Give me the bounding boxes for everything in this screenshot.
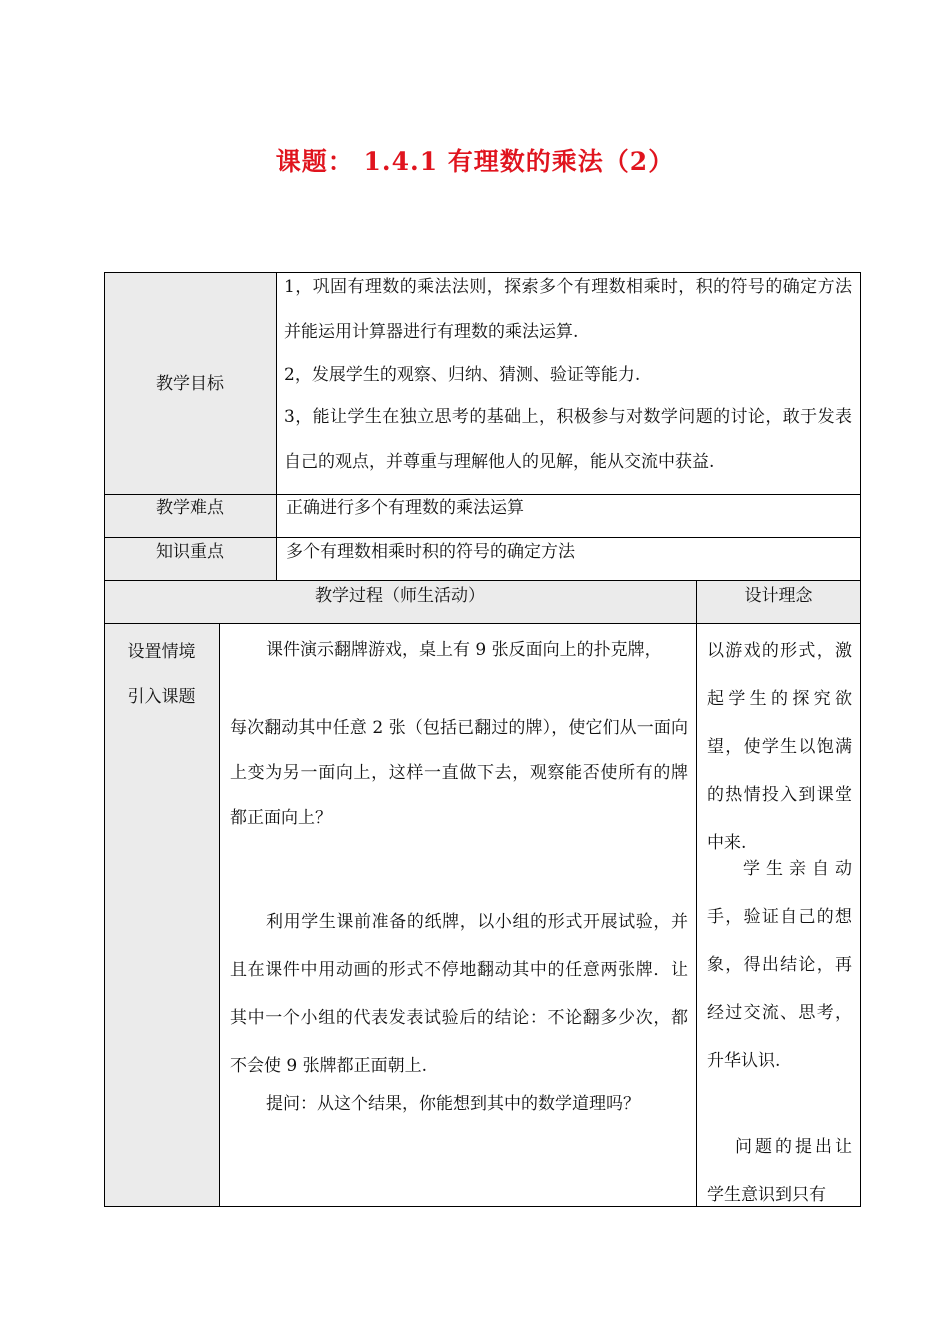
column-divider (276, 272, 277, 580)
column-divider (696, 580, 697, 1207)
process-paragraph: 提问：从这个结果，你能想到其中的数学道理吗？ (266, 1094, 640, 1114)
goal-item: 1，巩固有理数的乘法法则，探索多个有理数相乘时，积的符号的确定方法并能运用计算器进行有理数的乘法运算. (284, 277, 852, 342)
section-label (104, 630, 219, 720)
key-point-label: 知识重点 (156, 542, 224, 562)
section-label-line: 设置情境 (127, 642, 196, 662)
row-divider (104, 494, 861, 495)
table-border-left (104, 272, 105, 1207)
process-paragraph: 每次翻动其中任意 2 张（包括已翻过的牌），使它们从一面向上变为另一面向上，这样一直做下去，观察能否使所有的牌都正面向上？ (230, 718, 688, 828)
design-header: 设计理念 (744, 586, 813, 606)
design-paragraph: 以游戏的形式，激起学生的探究欲望，使学生以饱满的热情投入到课堂中来. (707, 641, 852, 853)
key-point-text: 多个有理数相乘时积的符号的确定方法 (286, 542, 575, 562)
design-paragraph: 问题的提出让学生意识到只有 (707, 1137, 852, 1205)
table-border-right (860, 272, 861, 1207)
goal-item: 2，发展学生的观察、归纳、猜测、验证等能力. (284, 365, 641, 385)
process-header: 教学过程（师生活动） (315, 586, 485, 606)
process-paragraph: 利用学生课前准备的纸牌，以小组的形式开展试验，并且在课件中用动画的形式不停地翻动其中的任意两张牌．让其中一个小组的代表发表试验后的结论：不论翻多少次，都不会使 9 张牌都正面朝上. (230, 912, 688, 1076)
design-paragraph: 学生亲自动手，验证自己的想象，得出结论，再经过交流、思考，升华认识. (707, 859, 852, 1071)
row-divider (104, 623, 861, 624)
row-divider (104, 580, 861, 581)
difficulty-label: 教学难点 (156, 498, 224, 518)
column-divider (219, 623, 220, 1207)
goals-label: 教学目标 (156, 374, 224, 394)
goal-item: 3，能让学生在独立思考的基础上，积极参与对数学问题的讨论，敢于发表自己的观点，并尊重与理解他人的见解，能从交流中获益. (284, 407, 852, 472)
page-title: 课题： 1.4.1 有理数的乘法（2） (275, 147, 675, 176)
row-divider (104, 537, 861, 538)
section-label-line: 引入课题 (127, 687, 196, 707)
difficulty-text: 正确进行多个有理数的乘法运算 (286, 498, 524, 518)
goals-content (284, 265, 852, 493)
process-paragraph: 课件演示翻牌游戏，桌上有 9 张反面向上的扑克牌， (266, 640, 662, 660)
